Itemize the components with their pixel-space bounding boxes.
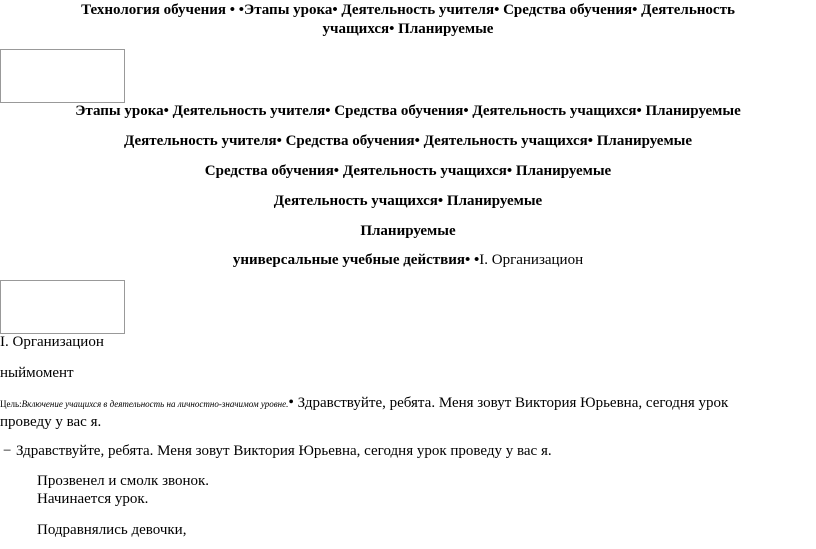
- greeting-text: Здравствуйте, ребята. Меня зовут Виктория Юрьевна, сегодня урок проведу у вас я.: [16, 443, 552, 459]
- cascade-row-5: Планируемые: [360, 223, 456, 239]
- header-line-1: Технология обучения • •Этапы урока• Деятельность учителя• Средства обучения• Деятельность: [81, 2, 735, 18]
- cascade-row-4: Деятельность учащихся• Планируемые: [273, 193, 543, 209]
- moment-label: ныймомент: [0, 365, 74, 381]
- poem-line-1: Прозвенел и смолк звонок.: [37, 473, 210, 489]
- goal-text-2: проведу у вас я.: [0, 414, 102, 430]
- cascade-row-3: Средства обучения• Деятельность учащихся• Планируемые: [204, 163, 612, 179]
- cascade-row-6-bold: универсальные учебные действия• •: [232, 252, 480, 268]
- goal-prefix: Цель:: [0, 399, 22, 409]
- image-placeholder: [0, 49, 125, 103]
- cascade-row-6: [0, 251, 816, 270]
- image-placeholder: [0, 280, 125, 334]
- header-line-2: учащихся• Планируемые: [322, 21, 494, 37]
- org-label: I. Организацион: [0, 334, 104, 350]
- poem-line-2: Начинается урок.: [37, 491, 149, 507]
- goal-italic: Включение учащихся в деятельность на личностно-значимом уровне.: [21, 399, 289, 409]
- cascade-row-2: Деятельность учителя• Средства обучения• Деятельность учащихся• Планируемые: [123, 133, 693, 149]
- cascade-row-1: Этапы урока• Деятельность учителя• Средства обучения• Деятельность учащихся• Планируемые: [75, 103, 741, 119]
- goal-text-1: Здравствуйте, ребята. Меня зовут Виктория Юрьевна, сегодня урок: [293, 395, 729, 411]
- poem-line-3: Подравнялись девочки,: [37, 522, 187, 538]
- dash-icon: −: [3, 443, 12, 459]
- bullet-icon: •: [288, 394, 294, 411]
- goal-paragraph: [0, 393, 800, 414]
- cascade-row-6-normal: I. Организацион: [479, 252, 584, 268]
